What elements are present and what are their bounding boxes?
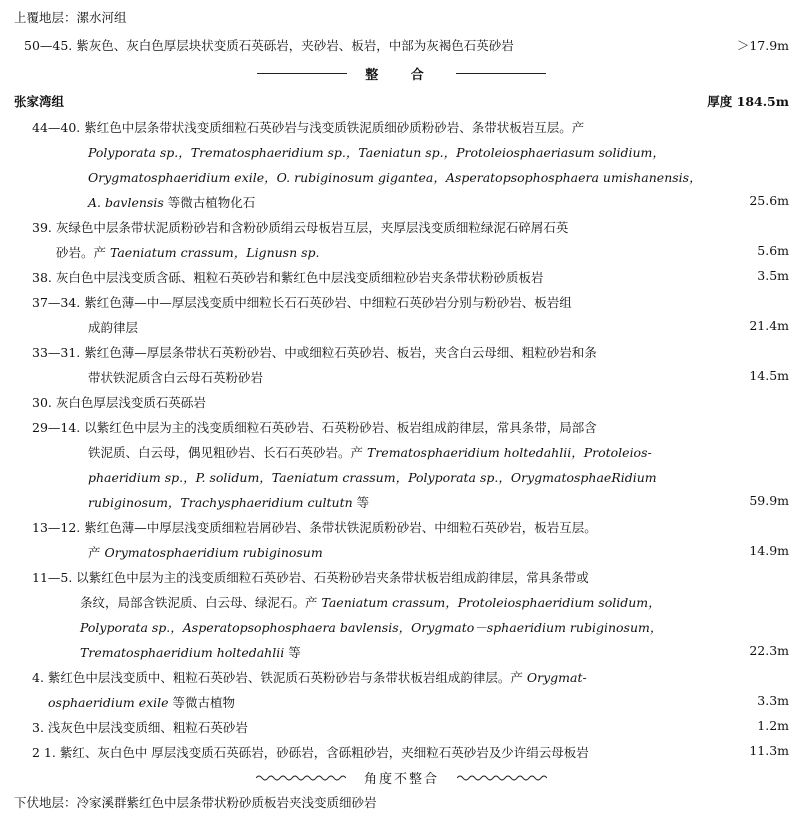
- layer-29-14-species2: rubiginosum，Trachysphaeridium cultutn: [88, 495, 353, 510]
- layer-29-14-thickness: 59.9m: [749, 493, 789, 508]
- layer-33-31-line1: 33—31. 紫红色薄—厚层条带状石英粉砂岩、中或细粒石英砂岩、板岩，夹含白云母细、粗粒砂岩和条: [32, 345, 597, 360]
- layer-39-thickness: 5.6m: [757, 243, 789, 258]
- layer-33-31-line2: 带状铁泥质含白云母石英粉砂岩: [88, 370, 264, 385]
- layer-4-line1: [32, 668, 587, 686]
- layer-13-12-produce: 产: [88, 545, 105, 560]
- layer-44-40-tail: 等微古植物化石: [163, 195, 256, 210]
- wavy-rule-right: [457, 774, 547, 782]
- layer-4-text: 4. 紫红色中层浅变质中、粗粒石英砂岩、铁泥质石英粉砂岩与条带状板岩组成韵律层。产: [32, 670, 527, 685]
- separator-rule-left: [257, 73, 347, 74]
- layer-44-40-line3: Orygmatosphaeridium exile，O. rubiginosum gigantea，Asperatopsophosphaera umishanensis，: [88, 170, 702, 185]
- layer-4-species: Orygmat-: [526, 670, 587, 685]
- layer-11-5-line4: [80, 643, 301, 661]
- layer-39-line1: 39. 灰绿色中层条带状泥质粉砂岩和含粉砂质绢云母板岩互层，夹厚层浅变质细粒绿泥石碎屑石英: [32, 220, 569, 235]
- layer-37-34-line2: 成韵律层: [88, 320, 139, 335]
- layer-29-14-line1: 29—14. 以紫红色中层为主的浅变质细粒石英砂岩、石英粉砂岩、板岩组成韵律层，常具条带，局部含: [32, 420, 597, 435]
- layer-29-14-line2: [88, 443, 652, 461]
- layer-11-5-text: 条纹，局部含铁泥质、白云母、绿泥石。产: [80, 595, 322, 610]
- layer-29-14-tail: 等: [352, 495, 370, 510]
- layer-11-5-species2: Trematosphaeridium holtedahlii: [80, 645, 285, 660]
- layer-2-1-thickness: 11.3m: [749, 743, 789, 758]
- layer-44-40-thickness: 25.6m: [749, 193, 789, 208]
- layer-50-45-thickness: ＞17.9m: [736, 38, 789, 53]
- layer-38-line1: 38. 灰白色中层浅变质含砾、粗粒石英砂岩和紫红色中层浅变质细粒砂岩夹条带状粉砂质板岩: [32, 270, 544, 285]
- layer-29-14-line4: [88, 493, 369, 511]
- separator-rule-right: [456, 73, 546, 74]
- formation-name: 张家湾组: [14, 94, 65, 109]
- overlying-strata: 上覆地层：漯水河组: [14, 10, 127, 25]
- layer-11-5-tail: 等: [284, 645, 301, 660]
- layer-11-5-line1: 11—5. 以紫红色中层为主的浅变质细粒石英砂岩、石英粉砂岩夹条带状板岩组成韵律层，常具条带或: [32, 570, 589, 585]
- layer-11-5-line2: [80, 593, 661, 611]
- layer-50-45: 50—45. 紫灰色、灰白色厚层块状变质石英砾岩，夹砂岩、板岩，中部为灰褐色石英砂岩: [24, 38, 514, 53]
- layer-4-line2: [48, 693, 235, 711]
- layer-4-thickness: 3.3m: [757, 693, 789, 708]
- conformity-separator: [14, 64, 789, 83]
- layer-44-40-line4: [88, 193, 255, 211]
- layer-3-thickness: 1.2m: [757, 718, 789, 733]
- layer-44-40-species: A. bavlensis: [88, 195, 164, 210]
- layer-13-12-thickness: 14.9m: [749, 543, 789, 558]
- layer-13-12-line2: [88, 543, 323, 561]
- layer-33-31-thickness: 14.5m: [749, 368, 789, 383]
- unconformity-separator: [14, 768, 789, 787]
- layer-37-34-line1: 37—34. 紫红色薄—中—厚层浅变质中细粒长石石英砂岩、中细粒石英砂岩分别与粉砂岩、板岩组: [32, 295, 572, 310]
- layer-30-line1: 30. 灰白色厚层浅变质石英砾岩: [32, 395, 206, 410]
- layer-11-5-thickness: 22.3m: [749, 643, 789, 658]
- layer-39-produce: 砂岩。产: [56, 245, 110, 260]
- layer-11-5-species: Taeniatum crassum，Protoleiosphaeridium solidum，: [321, 595, 661, 610]
- layer-29-14-species: Trematosphaeridium holtedahlii，Protoleios-: [366, 445, 652, 460]
- layer-39-line2: [56, 243, 320, 261]
- layer-38-thickness: 3.5m: [757, 268, 789, 283]
- layer-37-34-thickness: 21.4m: [749, 318, 789, 333]
- underlying-strata: 下伏地层：冷家溪群紫红色中层条带状粉砂质板岩夹浅变质细砂岩: [14, 795, 377, 810]
- layer-11-5-line3: Polyporata sp.，Asperatopsophosphaera bavlensis，Orygmato－sphaeridium rubiginosum，: [80, 620, 663, 635]
- formation-thickness: 厚度 184.5m: [707, 94, 789, 109]
- layer-39-species: Taeniatum crassum，Lignusn sp.: [109, 245, 320, 260]
- layer-44-40-line2: Polyporata sp.，Trematosphaeridium sp.，Taeniatun sp.，Protoleiosphaeriasum solidium，: [88, 145, 665, 160]
- layer-29-14-line3: phaeridium sp.，P. solidum，Taeniatum crassum，Polyporata sp.，OrygmatosphaeRidium: [88, 470, 657, 485]
- conformity-label: 整 合: [365, 68, 438, 83]
- layer-4-species2: osphaeridium exile: [48, 695, 169, 710]
- layer-44-40-line1: 44—40. 紫红色中层条带状浅变质细粒石英砂岩与浅变质铁泥质细砂质粉砂岩、条带状板岩互层。产: [32, 120, 585, 135]
- layer-3-line1: 3. 浅灰色中层浅变质细、粗粒石英砂岩: [32, 720, 248, 735]
- layer-13-12-species: Orymatosphaeridium rubiginosum: [104, 545, 323, 560]
- layer-29-14-text: 铁泥质、白云母，偶见粗砂岩、长石石英砂岩。产: [88, 445, 367, 460]
- unconformity-label: 角度不整合: [363, 772, 439, 787]
- layer-4-tail: 等微古植物: [168, 695, 236, 710]
- layer-2-1-line1: 2 1. 紫红、灰白色中 厚层浅变质石英砾岩，砂砾岩，含砾粗砂岩，夹细粒石英砂岩及少许绢云母板岩: [32, 745, 589, 760]
- wavy-rule-left: [256, 774, 346, 782]
- layer-13-12-line1: 13—12. 紫红色薄—中厚层浅变质细粒岩屑砂岩、条带状铁泥质粉砂岩、中细粒石英砂岩，板岩互层。: [32, 520, 597, 535]
